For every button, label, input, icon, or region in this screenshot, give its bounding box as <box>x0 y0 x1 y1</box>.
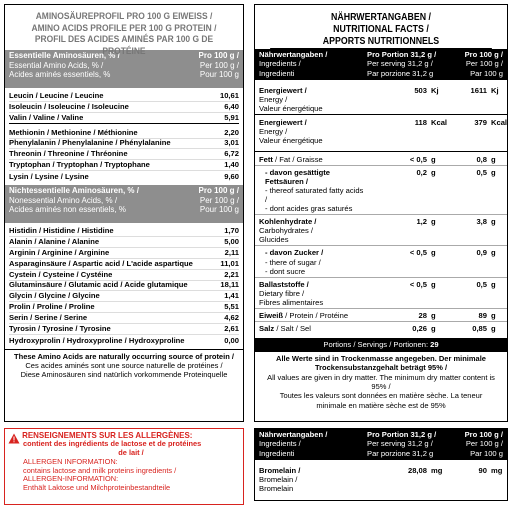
table-row: Threonin / Threonine / Thréonine 6,72 <box>9 149 239 159</box>
table-row: Histidin / Histidine / Histidine 1,70 <box>9 226 239 236</box>
sugar-row: - davon Zucker / - there of sugar / - dont sucre < 0,5 g 0,9 g <box>255 246 507 277</box>
table-row: Cystein / Cysteine / Cystéine 2,21 <box>9 269 239 279</box>
essential-header: Essentielle Aminosäuren, % / Essential Amino Acids, % / Acides aminés essentiels, % Pro 100 g / Per 100 g / Pour 100 g <box>5 50 243 88</box>
bromelain-table-header: Nährwertangaben / Ingredients / Ingredienti Pro Portion 31,2 g / Per serving 31,2 g / Par porzione 31,2 g Pro 100 g / Per 100 g / Par 100 g <box>255 429 507 460</box>
portions-bar: Portions / Servings / Portionen: 29 <box>255 339 507 352</box>
table-row: Glycin / Glycine / Glycine 1,41 <box>9 291 239 301</box>
amino-title: AMINOSÄUREPROFIL PRO 100 G EIWEISS / AMINO ACIDS PROFILE PER 100 G PROTEIN / PROFIL DES ACIDES AMINÉS PAR 100 G DE PROTÉINE <box>31 10 217 56</box>
table-row: Valin / Valine / Valine 5,91 <box>9 112 239 122</box>
table-row: Alanin / Alanine / Alanine 5,00 <box>9 236 239 246</box>
allergen-text: contient des ingrédients de lactose et de protéines de lait / ALLERGEN INFORMATION: contains lactose and milk proteins ingredients / ALLERGEN-INFORMATION: Enthält Laktose und Milchproteinbestandteile <box>23 439 202 493</box>
table-row: Isoleucin / Isoleucine / Isoleucine 6,40 <box>9 101 239 111</box>
table-row: Tryptophan / Tryptophan / Tryptophane 1,40 <box>9 160 239 170</box>
allergen-heading: RENSEIGNEMENTS SUR LES ALLERGÈNES: <box>22 430 193 440</box>
fibre-row: Ballaststoffe / Dietary fibre / Fibres alimentaires < 0,5 g 0,5 g <box>255 278 507 309</box>
energy-kcal-row: Energiewert / Energy / Valeur énergétique 118 Kcal 379 Kcal <box>255 115 507 151</box>
table-row: Asparaginsäure / Aspartic acid / L'acide aspartique 11,01 <box>9 258 239 268</box>
nonessential-table <box>5 223 243 346</box>
table-row: Serin / Serine / Serine 4,62 <box>9 313 239 323</box>
protein-row: Eiweiß / Protein / Protéine 28 g 89 g <box>255 309 507 322</box>
table-row: Prolin / Proline / Proline 5,51 <box>9 302 239 312</box>
table-row: Lysin / Lysine / Lysine 9,60 <box>9 172 239 182</box>
table-row: Phenylalanin / Phenylalanine / Phénylalanine 3,01 <box>9 138 239 148</box>
table-row: Arginin / Arginine / Arginine 2,11 <box>9 247 239 257</box>
nutrition-table-header: Nährwertangaben / Ingredients / Ingredienti Pro Portion 31,2 g / Per serving 31,2 g / Par porzione 31,2 g Pro 100 g / Per 100 g / Par 100 g <box>255 49 507 80</box>
nutrition-title: NÄHRWERTANGABEN / NUTRITIONAL FACTS / APPORTS NUTRITIONNELS <box>270 5 492 49</box>
saturated-fat-row: - davon gesättigte Fettsäuren / - thereof saturated fatty acids / - dont acides gras saturés 0,2 g 0,5 g <box>255 166 507 215</box>
dry-matter-note: Alle Werte sind in Trockenmasse angegeben. Der minimale Trockensubstanzgehalt beträgt 95% / All values are given in dry matter. The minimum dry matter content is 95% / Toutes les valeurs sont données en matière sèche. La teneur minimale en matière sèche est de 95% <box>267 354 495 410</box>
essential-table <box>5 88 243 182</box>
table-row: Hydroxyprolin / Hydroxyproline / Hydroxyproline 0,00 <box>9 335 239 345</box>
salt-row: Salz / Salt / Sel 0,26 g 0,85 g <box>255 322 507 339</box>
carbohydrates-row: Kohlenhydrate / Carbohydrates / Glucides 1,2 g 3,8 g <box>255 215 507 246</box>
energy-kj-row: Energiewert / Energy / Valeur énergétique 503 Kj 1611 Kj <box>255 80 507 115</box>
fat-row: Fett / Fat / Graisse < 0,5 g 0,8 g <box>255 152 507 166</box>
table-row: Methionin / Methionine / Méthionine 2,20 <box>9 127 239 137</box>
table-row: Glutaminsäure / Glutamic acid / Acide glutamique 18,11 <box>9 280 239 290</box>
bromelain-row: Bromelain / Bromelain / Bromelain 28,08 mg 90 mg <box>259 466 503 494</box>
amino-acid-panel <box>4 4 244 422</box>
amino-source-note: These Amino Acids are naturally occurring source of protein / Ces acides aminés sont une source naturelle de protéines / Diese Aminosäuren sind natürlich vorkommende Proteinquelle <box>5 349 243 382</box>
nonessential-header: Nichtessentielle Aminosäuren, % / Nonessential Amino Acids, % / Acides aminés non essentiels, % Pro 100 g / Per 100 g / Pour 100 g <box>5 185 243 223</box>
bromelain-panel <box>254 428 508 501</box>
nutrition-facts-panel <box>254 4 508 422</box>
table-row: Leucin / Leucine / Leucine 10,61 <box>9 90 239 100</box>
table-row: Tyrosin / Tyrosine / Tyrosine 2,61 <box>9 324 239 334</box>
allergen-panel <box>4 428 244 505</box>
